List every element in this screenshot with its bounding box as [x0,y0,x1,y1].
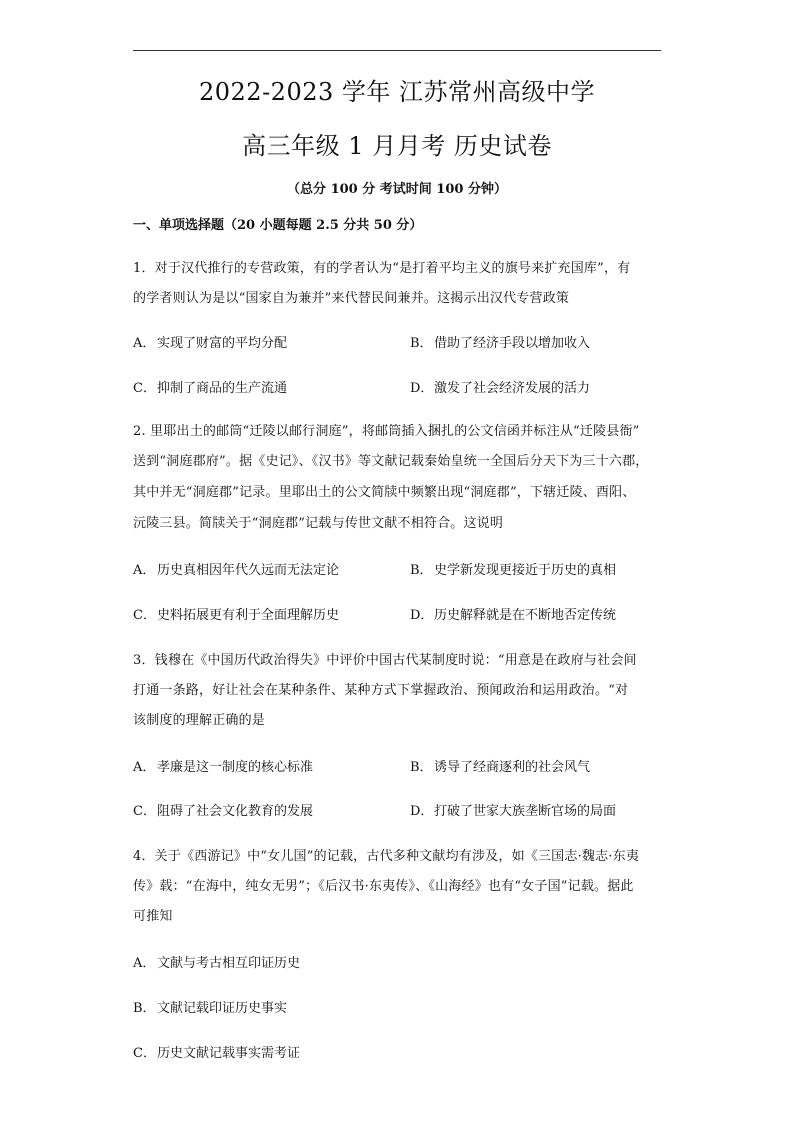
option-text: 历史解释就是在不断地否定传统 [434,608,617,623]
page-title-line2: 高三年级 1 月月考 历史试卷 [242,132,552,160]
option-text: 史料拓展更有利于全面理解历史 [157,608,340,623]
option-letter: B． [410,760,433,775]
question-3-option-a[interactable] [133,756,313,775]
option-text: 激发了社会经济发展的活力 [434,381,591,396]
question-4-option-b[interactable] [133,997,287,1016]
section-heading: 一、单项选择题（20 小题每题 2.5 分共 50 分） [133,218,423,233]
option-letter: D． [410,608,434,623]
question-2-option-b[interactable] [410,559,616,578]
question-2-line-3: 其中并无“洞庭郡”记录。里耶出土的公文简牍中频繁出现“洞庭郡”，下辖迁陵、酉阳、 [133,485,636,500]
question-1-option-a[interactable] [133,332,287,351]
option-letter: B． [133,1001,156,1016]
question-1-option-d[interactable] [410,377,590,396]
option-text: 打破了世家大族垄断官场的局面 [434,804,617,819]
option-text: 历史真相因年代久远而无法定论 [157,563,340,578]
option-letter: A． [133,336,156,351]
question-1-option-b[interactable] [410,332,590,351]
question-1-line-1: 1．对于汉代推行的专营政策，有的学者认为“是打着平均主义的旗号来扩充国库”，有 [133,261,631,276]
question-1-line-2: 的学者则认为是以“国家自为兼并”来代替民间兼并。这揭示出汉代专营政策 [133,291,570,306]
option-text: 文献与考古相互印证历史 [157,956,301,971]
question-2-option-a[interactable] [133,559,339,578]
question-4-option-c[interactable] [133,1042,300,1061]
question-3-line-3: 该制度的理解正确的是 [133,713,266,728]
option-text: 抑制了商品的生产流通 [157,381,288,396]
option-text: 孝廉是这一制度的核心标准 [157,760,314,775]
question-4-line-3: 可推知 [133,909,173,924]
option-letter: D． [410,381,434,396]
page-title-line1: 2022-2023 学年 江苏常州高级中学 [198,78,596,106]
question-2-line-4: 沅陵三县。简牍关于“洞庭郡”记载与传世文献不相符合。这说明 [133,516,504,531]
question-3-option-d[interactable] [410,800,616,819]
option-letter: B． [410,563,433,578]
option-text: 文献记载印证历史事实 [157,1001,288,1016]
option-letter: D． [410,804,434,819]
question-2-line-1: 2. 里耶出土的邮筒“迁陵以邮行洞庭”，将邮筒插入捆扎的公文信函并标注从“迁陵县衙” [133,424,640,439]
option-letter: C． [133,804,156,819]
option-text: 诱导了经商逐利的社会风气 [434,760,591,775]
option-text: 借助了经济手段以增加收入 [434,336,591,351]
exam-info: （总分 100 分 考试时间 100 分钟） [287,182,507,197]
question-1-option-c[interactable] [133,377,287,396]
option-text: 历史文献记载事实需考证 [157,1046,301,1061]
question-4-option-a[interactable] [133,952,300,971]
question-4-line-2: 传》载：“在海中，纯女无男”；《后汉书·东夷传》、《山海经》也有“女子国”记载。据此 [133,879,634,894]
question-4-line-1: 4．关于《西游记》中“女儿国”的记载，古代多种文献均有涉及，如《三国志·魏志·东夷 [133,849,640,864]
question-2-line-2: 送到“洞庭郡府”。据《史记》、《汉书》等文献记载秦始皇统一全国后分天下为三十六郡， [133,454,649,469]
option-text: 史学新发现更接近于历史的真相 [434,563,617,578]
question-3-line-2: 打通一条路，好让社会在某种条件、某种方式下掌握政治、预闻政治和运用政治。“对 [133,683,629,698]
option-letter: A． [133,563,156,578]
question-2-option-d[interactable] [410,604,616,623]
option-letter: C． [133,1046,156,1061]
top-rule [133,50,661,51]
option-letter: C． [133,381,156,396]
option-letter: C． [133,608,156,623]
question-3-line-1: 3．钱穆在《中国历代政治得失》中评价中国古代某制度时说：“用意是在政府与社会间 [133,653,637,668]
option-letter: B． [410,336,433,351]
option-text: 阻碍了社会文化教育的发展 [157,804,314,819]
question-2-option-c[interactable] [133,604,339,623]
option-letter: A． [133,760,156,775]
option-letter: A． [133,956,156,971]
question-3-option-c[interactable] [133,800,313,819]
question-3-option-b[interactable] [410,756,590,775]
option-text: 实现了财富的平均分配 [157,336,288,351]
